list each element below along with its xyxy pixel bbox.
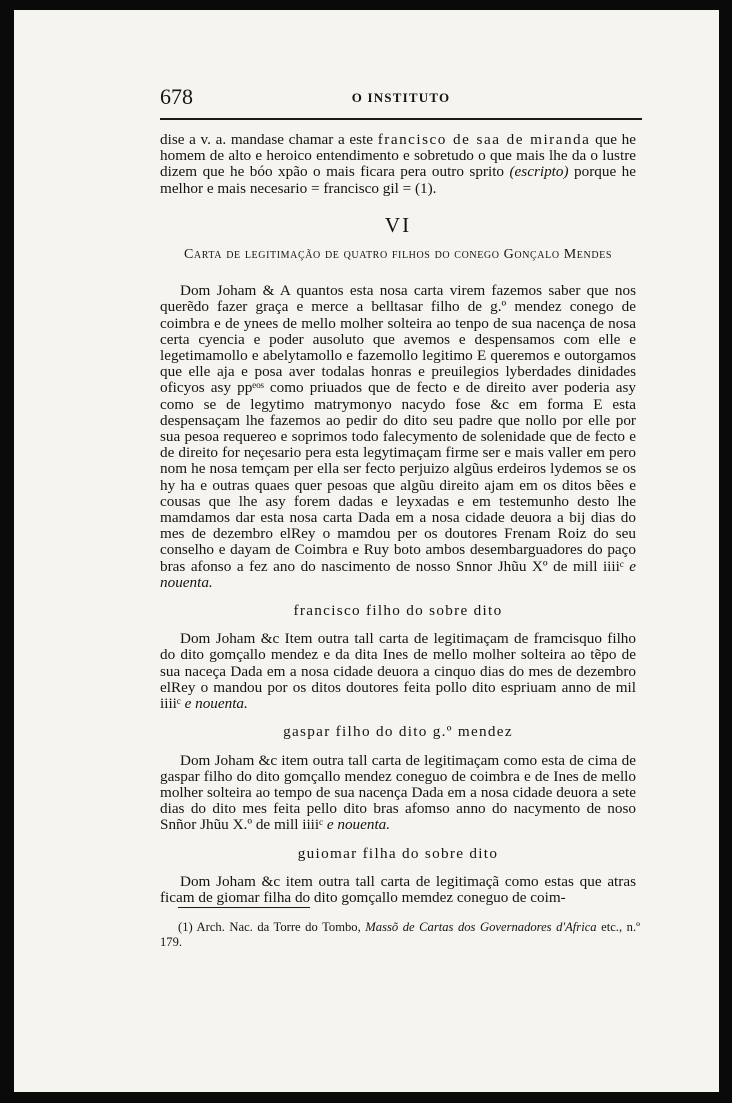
opening-ending: porque he melhor e mais necesario = francisco gil = (1). [160,163,636,197]
opening-escripto: (escripto) [509,163,569,181]
paragraph-1-text: Dom Joham & A quantos esta nosa carta virem fazemos saber que nos querẽdo fazer graça e merce a belltasar filho de g.º mendez conego de coimbra e de ynees de mello molher solteira ao tenpo de sua nacença de nosa certa cyencia e poder ausoluto que avemos e despensamos com elle e legetimamollo e abelytamollo e fazemollo legitimo E queremos e outorgamos que elle aja e posa aver todalas honras e preuilegios lyberdades dinidades oficyos asy ppᵉᵒˢ como priuados que de fecto e de direito aver poderia asy como se de legytimo matrymonyo nacydo fose &c em forma E esta despensaçam lhe fazemos ao pedir do dito seu padre que nollo por elle por sua pesoa requereo e soprimos todo falecymento de solenidade que de fecto e de direito for neçesario pera esta legytimaçam firme ser e mais valler em pero nom he nosa temçam per ella ser fecto perjuizo algũus erdeiros lydemos se os hy ha e outras quaes quer pesoas que algũu direito ajam em os ditos bẽes e cousas que lhe asy forem dadas e leyxadas e em testemunho desto lhe mamdamos dar esta nosa carta Dada em a nosa cidade deuora a bij dias do mes de dezembro elRey o mamdou per os doutores Frenam Roiz do seu conselho e dayam de Coimbra e Ruy boto ambos desembarguadores do paço bras afonso a fez ano do nascimento de nosso Snnor Jhũu Xº de mill iiiiᶜ [160,282,636,575]
paragraph-2-text: Dom Joham &c Item outra tall carta de legitimaçam de framcisquo filho do dito gomçallo mendez e da dita Ines de mello molher solteira ao tẽpo de sua naceça Dada em a nosa cidade deuora a cinquo dias do mes de dezembro elRey o mandou por os ditos doutores feita pollo dito espriuam anno de mil iiiiᶜ [160,630,636,713]
footnote-rule [178,907,310,908]
running-title: O INSTITUTO [351,90,451,105]
subhead-francisco: francisco filho do sobre dito [293,602,503,620]
opening-prefix: dise a v. a. mandase chamar a este [160,131,378,148]
opening-paragraph [160,132,636,197]
footnote-suffix: etc., n.º 179. [160,920,640,949]
body-text [160,132,636,906]
opening-name: francisco de saa de miranda [377,131,591,148]
footnote-text [160,920,640,950]
page-number: 678 [160,84,193,109]
paragraph-2 [160,631,636,712]
document-page [14,10,719,1092]
paragraph-3-text: Dom Joham &c item outra tall carta de legitimaçam como esta de cima de gaspar filho do dito gomçallo mendez coneguo de coimbra e de Ines de mello molher solteira ao tempo de sua nacença Dada em a nosa cidade deuora a sete dias do dito mes feita pello dito bras afomso anno do nacymento de noso Snñor Jhũu X.º de mill iiiiᶜ [160,751,636,834]
subhead-guiomar: guiomar filha do sobre dito [297,844,499,862]
paragraph-3-ending: e nouenta. [326,816,391,834]
section-numeral: VI [384,212,412,237]
section-title: Carta de legitimação de quatro filhos do conego Gonçalo Mendes [183,247,613,263]
header-rule [160,118,642,120]
footnote-italic: Massõ de Cartas dos Governadores d'Africa [365,920,597,934]
paragraph-4-text: Dom Joham &c item outra tall carta de legitimaçã como estas que atras ficam de giomar filha do dito gomçallo memdez coneguo de coim- [160,872,636,906]
paragraph-2-ending: e nouenta. [184,695,248,713]
paragraph-1 [160,283,636,591]
page-header [160,82,642,112]
subhead-gaspar: gaspar filho do dito g.º mendez [283,723,513,741]
opening-suffix: que he homem de alto e heroico entendimento e sobretudo o que mais lhe da o lustre dizem que he bóo xpão o mais ficara pera outro sprito [160,131,636,181]
paragraph-4 [160,874,636,906]
paragraph-1-ending: e nouenta. [160,557,636,591]
paragraph-3 [160,753,636,834]
footnote-prefix: (1) Arch. Nac. da Torre do Tombo, [178,920,366,934]
footnote [160,920,640,950]
